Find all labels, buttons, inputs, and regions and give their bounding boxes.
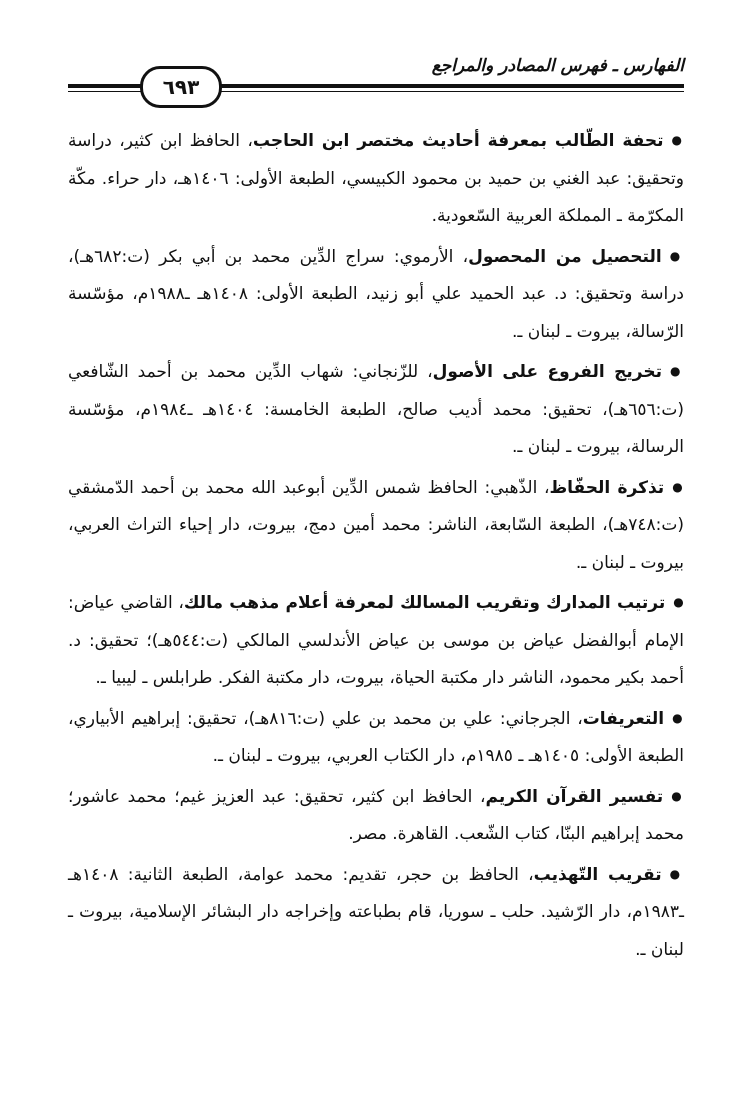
entry-details: ، الذّهبي: الحافظ شمس الدِّين أبوعبد الله محمد بن أحمد الدّمشقي (ت:٧٤٨هـ)، الطبعة السّابعة، الناشر: محمد أمين دمج، بيروت، دار إحياء التراث العربي، بيروت ـ لبنان ـ. <box>68 477 684 573</box>
entry-details: ، الحافظ ابن كثير، تحقيق: عبد العزيز غيم؛ محمد عاشور؛ محمد إبراهيم البنّا، كتاب الشّعب. القاهرة. مصر. <box>68 786 684 844</box>
bullet-icon: ● <box>672 710 684 725</box>
bibliography-entry <box>68 122 684 236</box>
bullet-icon: ● <box>669 248 684 263</box>
entry-details: ، القاضي عياض: الإمام أبوالفضل عياض بن موسى بن عياض الأندلسي المالكي (ت:٥٤٤هـ)؛ تحقيق: د. أحمد بكير محمود، الناشر دار مكتبة الحياة، بيروت، دار مكتبة الفكر. طرابلس ـ ليبيا ـ. <box>68 593 685 688</box>
bullet-icon: ● <box>671 133 684 147</box>
bibliography-list <box>68 122 684 971</box>
bibliography-entry <box>68 778 684 854</box>
bullet-icon: ● <box>669 866 684 881</box>
running-title: الفهارس ـ فهرس المصادر والمراجع <box>431 56 684 76</box>
bibliography-entry <box>68 584 684 698</box>
entry-details: ، للزّنجاني: شهاب الدِّين محمد بن أحمد الشّافعي (ت:٦٥٦هـ)، تحقيق: محمد أديب صالح، الطبعة الخامسة: ١٤٠٤هـ ـ١٩٨٤م، مؤسّسة الرسالة، بيروت ـ لبنان ـ. <box>68 362 684 457</box>
entry-details: ، الجرجاني: علي بن محمد بن علي (ت:٨١٦هـ)، تحقيق: إبراهيم الأبياري، الطبعة الأولى: ١٤٠٥هـ ـ ١٩٨٥م، دار الكتاب العربي، بيروت ـ لبنان ـ. <box>68 708 684 766</box>
entry-title: تقريب التّهذيب <box>533 864 662 885</box>
entry-title: تخريج الفروع على الأصول <box>432 362 663 382</box>
entry-details: ، الحافظ ابن كثير، دراسة وتحقيق: عبد الغني بن حميد بن محمود الكبيسي، الطبعة الأولى: ١٤٠٦هـ، دار حراء. مكّة المكرّمة ـ المملكة العربية السّعودية. <box>68 131 684 226</box>
bullet-icon: ● <box>670 364 684 378</box>
bullet-icon: ● <box>671 788 684 803</box>
bibliography-entry <box>68 856 684 970</box>
page-number: ٦٩٣ <box>140 66 222 108</box>
entry-title: ترتيب المدارك وتقريب المسالك لمعرفة أعلام مذهب مالك <box>183 593 666 613</box>
bibliography-entry <box>68 700 684 776</box>
entry-title: تحفة الطّالب بمعرفة أحاديث مختصر ابن الحاجب <box>252 131 664 151</box>
entry-title: التعريفات <box>582 708 665 729</box>
bibliography-entry <box>68 469 684 583</box>
entry-title: التحصيل من المحصول <box>468 246 662 267</box>
entry-title: تفسير القرآن الكريم <box>485 786 664 807</box>
entry-details: ، الأرموي: سراج الدِّين محمد بن أبي بكر (ت:٦٨٢هـ)، دراسة وتحقيق: د. عبد الحميد علي أبو زنيد، الطبعة الأولى: ١٤٠٨هـ ـ١٩٨٨م، مؤسّسة الرّسالة، بيروت ـ لبنان ـ. <box>68 246 684 342</box>
page-header <box>68 50 684 106</box>
entry-details: ، الحافظ بن حجر، تقديم: محمد عوامة، الطبعة الثانية: ١٤٠٨هـ ـ١٩٨٣م، دار الرّشيد. حلب ـ سوريا، قام بطباعته وإخراجه دار البشائر الإسلامية، بيروت ـ لبنان ـ. <box>68 864 684 960</box>
bullet-icon: ● <box>673 595 684 609</box>
bibliography-entry <box>68 353 684 467</box>
bibliography-entry <box>68 238 684 352</box>
bullet-icon: ● <box>672 479 684 494</box>
entry-title: تذكرة الحفّاظ <box>549 477 665 498</box>
